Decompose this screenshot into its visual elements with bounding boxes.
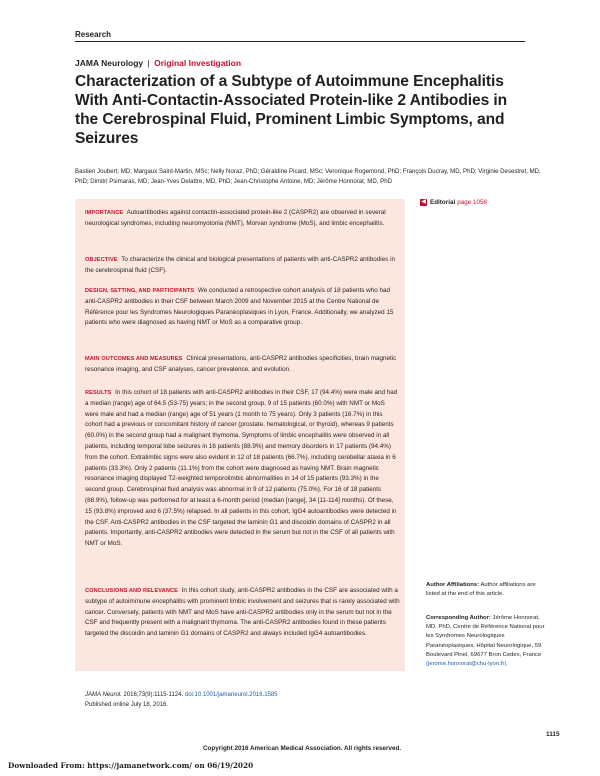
author-affiliations <box>426 581 551 599</box>
conclusions-heading: CONCLUSIONS AND RELEVANCE <box>85 588 178 594</box>
editorial-page-link[interactable]: page 1058 <box>457 199 487 206</box>
abstract-design <box>85 286 400 329</box>
abstract-conclusions <box>85 586 400 640</box>
article-title: Characterization of a Subtype of Autoimmune Encephalitis With Anti-Contactin-Associated Protein-like 2 Antibodies in the Cerebrospinal Fluid, Prominent Limbic Symptoms, and Seizures <box>75 73 508 147</box>
outcomes-text: Clinical presentations, anti-CASPR2 antibodies specificities, brain magnetic resonance imaging, and CSF analyses, cancer prevalence, and evolution. <box>85 355 397 373</box>
results-text: In this cohort of 18 patients with anti-CASPR2 antibodies in their CSF, 17 (94.4%) were male and had a median (range) age of 64.5 (53-75) years; in the second group, 9 of 15 patients (60.0%) with NMT or MoS were male and had a median (range) age of 51 years (1 month to 75 years). Only 3 patients (16.7%) in this cohort had a previous or concomitant history of cancer (prostate, hematological, or thyroid), whereas 9 patients (60.0%) in the second group had a malignant thymoma. Symptoms of limbic encephalitis were observed in all patients, including temporal lobe seizures in 16 patients (88.9%) and memory disorders in 17 patients (94.4%) from the cohort. Extralimbic signs were also evident in 12 of 18 patients (66.7%), including cerebellar ataxia in 6 patients (33.3%). Only 2 patients (11.1%) from the cohort were diagnosed as having NMT. Brain magnetic resonance imaging displayed T2-weighted temporolimbic abnormalities in 14 of 15 patients (93.3%) in the second group. Cerebrospinal fluid analysis was abnormal in 9 of 12 patients (75.0%). For 16 of 18 patients (88.9%), follow-up was performed for at least a 6-month period (median [range], 34 [11-114] months). Of these, 15 (93.8%) improved and 6 (37.5%) relapsed. In all patients in this cohort, IgG4 autoantibodies were detected in the CSF. Anti-CASPR2 antibodies in the CSF targeted the laminin G1 and discoidin domains of CASPR2 in all patients. Importantly, anti-CASPR2 antibodies were detected in the serum but not in the CSF of all patients with NMT or MoS. <box>85 389 398 548</box>
arrow-left-icon: ◀ <box>421 199 426 205</box>
corresponding-author <box>426 614 551 669</box>
affiliations-text: Author affiliations are listed at the end of this article. <box>426 582 536 598</box>
citation-block <box>85 691 405 711</box>
affiliations-label: Author Affiliations: <box>426 582 480 588</box>
abstract-results <box>85 388 400 550</box>
author-list: Bastien Joubert, MD; Margaux Saint-Martin, MSc; Nelly Noraz, PhD; Géraldine Picard, MSc; Veronique Rogemond, PhD; François Ducray, MD, PhD; Virginie Desestret, MD, PhD; Dimitri Psimaras, MD; Jean-Yves Delattre, MD, PhD; Jean-Christophe Antoine, MD; Jérôme Honnorat, MD, PhD <box>75 168 541 185</box>
corresponding-label: Corresponding Author: <box>426 615 491 621</box>
journal-line <box>75 58 241 68</box>
download-notice: Downloaded From: https://jamanetwork.com/ on 06/19/2020 <box>8 761 254 770</box>
citation-doi-link[interactable]: doi:10.1001/jamaneurol.2016.1585 <box>184 692 278 698</box>
design-text: We conducted a retrospective cohort analysis of 18 patients who had anti-CASPR2 antibodies in their CSF between March 2009 and November 2015 at the Centre National de Référence pour les Syndromes Neurologiques Paranéoplasiques in Lyon, France. Additionally, we analyzed 15 patients who were diagnosed as having NMT or MoS as a comparative group. <box>85 287 394 327</box>
importance-heading: IMPORTANCE <box>85 210 124 216</box>
copyright-notice: Copyright 2016 American Medical Association. All rights reserved. <box>203 745 402 752</box>
journal-name: JAMA Neurology <box>75 58 144 68</box>
abstract-importance <box>85 208 400 230</box>
objective-heading: OBJECTIVE <box>85 257 118 263</box>
editorial-label: Editorial <box>430 199 456 206</box>
journal-separator: | <box>147 58 150 68</box>
abstract-objective <box>85 255 400 277</box>
article-type: Original Investigation <box>154 58 242 68</box>
top-rule-divider <box>75 41 525 42</box>
citation-published: Published online July 18, 2016. <box>85 701 169 708</box>
page-number: 1115 <box>546 731 560 738</box>
citation-ref: 2016;73(9):1115-1124. <box>123 692 184 698</box>
design-heading: DESIGN, SETTING, AND PARTICIPANTS <box>85 288 195 294</box>
importance-text: Autoantibodies against contactin-associated protein-like 2 (CASPR2) are observed in several neurological syndromes, including neuromyotonia (NMT), Morvan syndrome (MoS), and limbic encephalitis. <box>85 209 386 227</box>
results-heading: RESULTS <box>85 390 112 396</box>
section-label: Research <box>75 30 112 39</box>
editorial-link[interactable] <box>420 199 487 206</box>
objective-text: To characterize the clinical and biological presentations of patients with anti-CASPR2 antibodies in the cerebrospinal fluid (CSF). <box>85 256 395 274</box>
corresponding-text: Jérôme Honnorat, MD, PhD, Centre de Référence National pour les Syndromes Neurologiques Paranéoplasiques, Hôpital Neurologique, 59 Boulevard Pinel, 69677 Bron Cedex, France <box>426 615 545 658</box>
outcomes-heading: MAIN OUTCOMES AND MEASURES <box>85 356 183 362</box>
abstract-outcomes <box>85 354 400 376</box>
corresponding-email-link[interactable]: (jerome.honnorat@chu-lyon.fr). <box>426 661 508 668</box>
conclusions-text: In this cohort study, anti-CASPR2 antibodies in the CSF are associated with a subtype of autoimmune encephalitis with prominent limbic involvement and seizures that is rarely associated with cancer. Conversely, patients with NMT and MoS have anti-CASPR2 antibodies only in the serum but not in the CSF and frequently present with a malignant thymoma. The anti-CASPR2 antibodies found in these patients targeted the discoidin and laminin G1 domains of CASPR2 and always included IgG4 autoantibodies. <box>85 587 400 638</box>
citation-journal: JAMA Neurol. <box>85 692 122 698</box>
